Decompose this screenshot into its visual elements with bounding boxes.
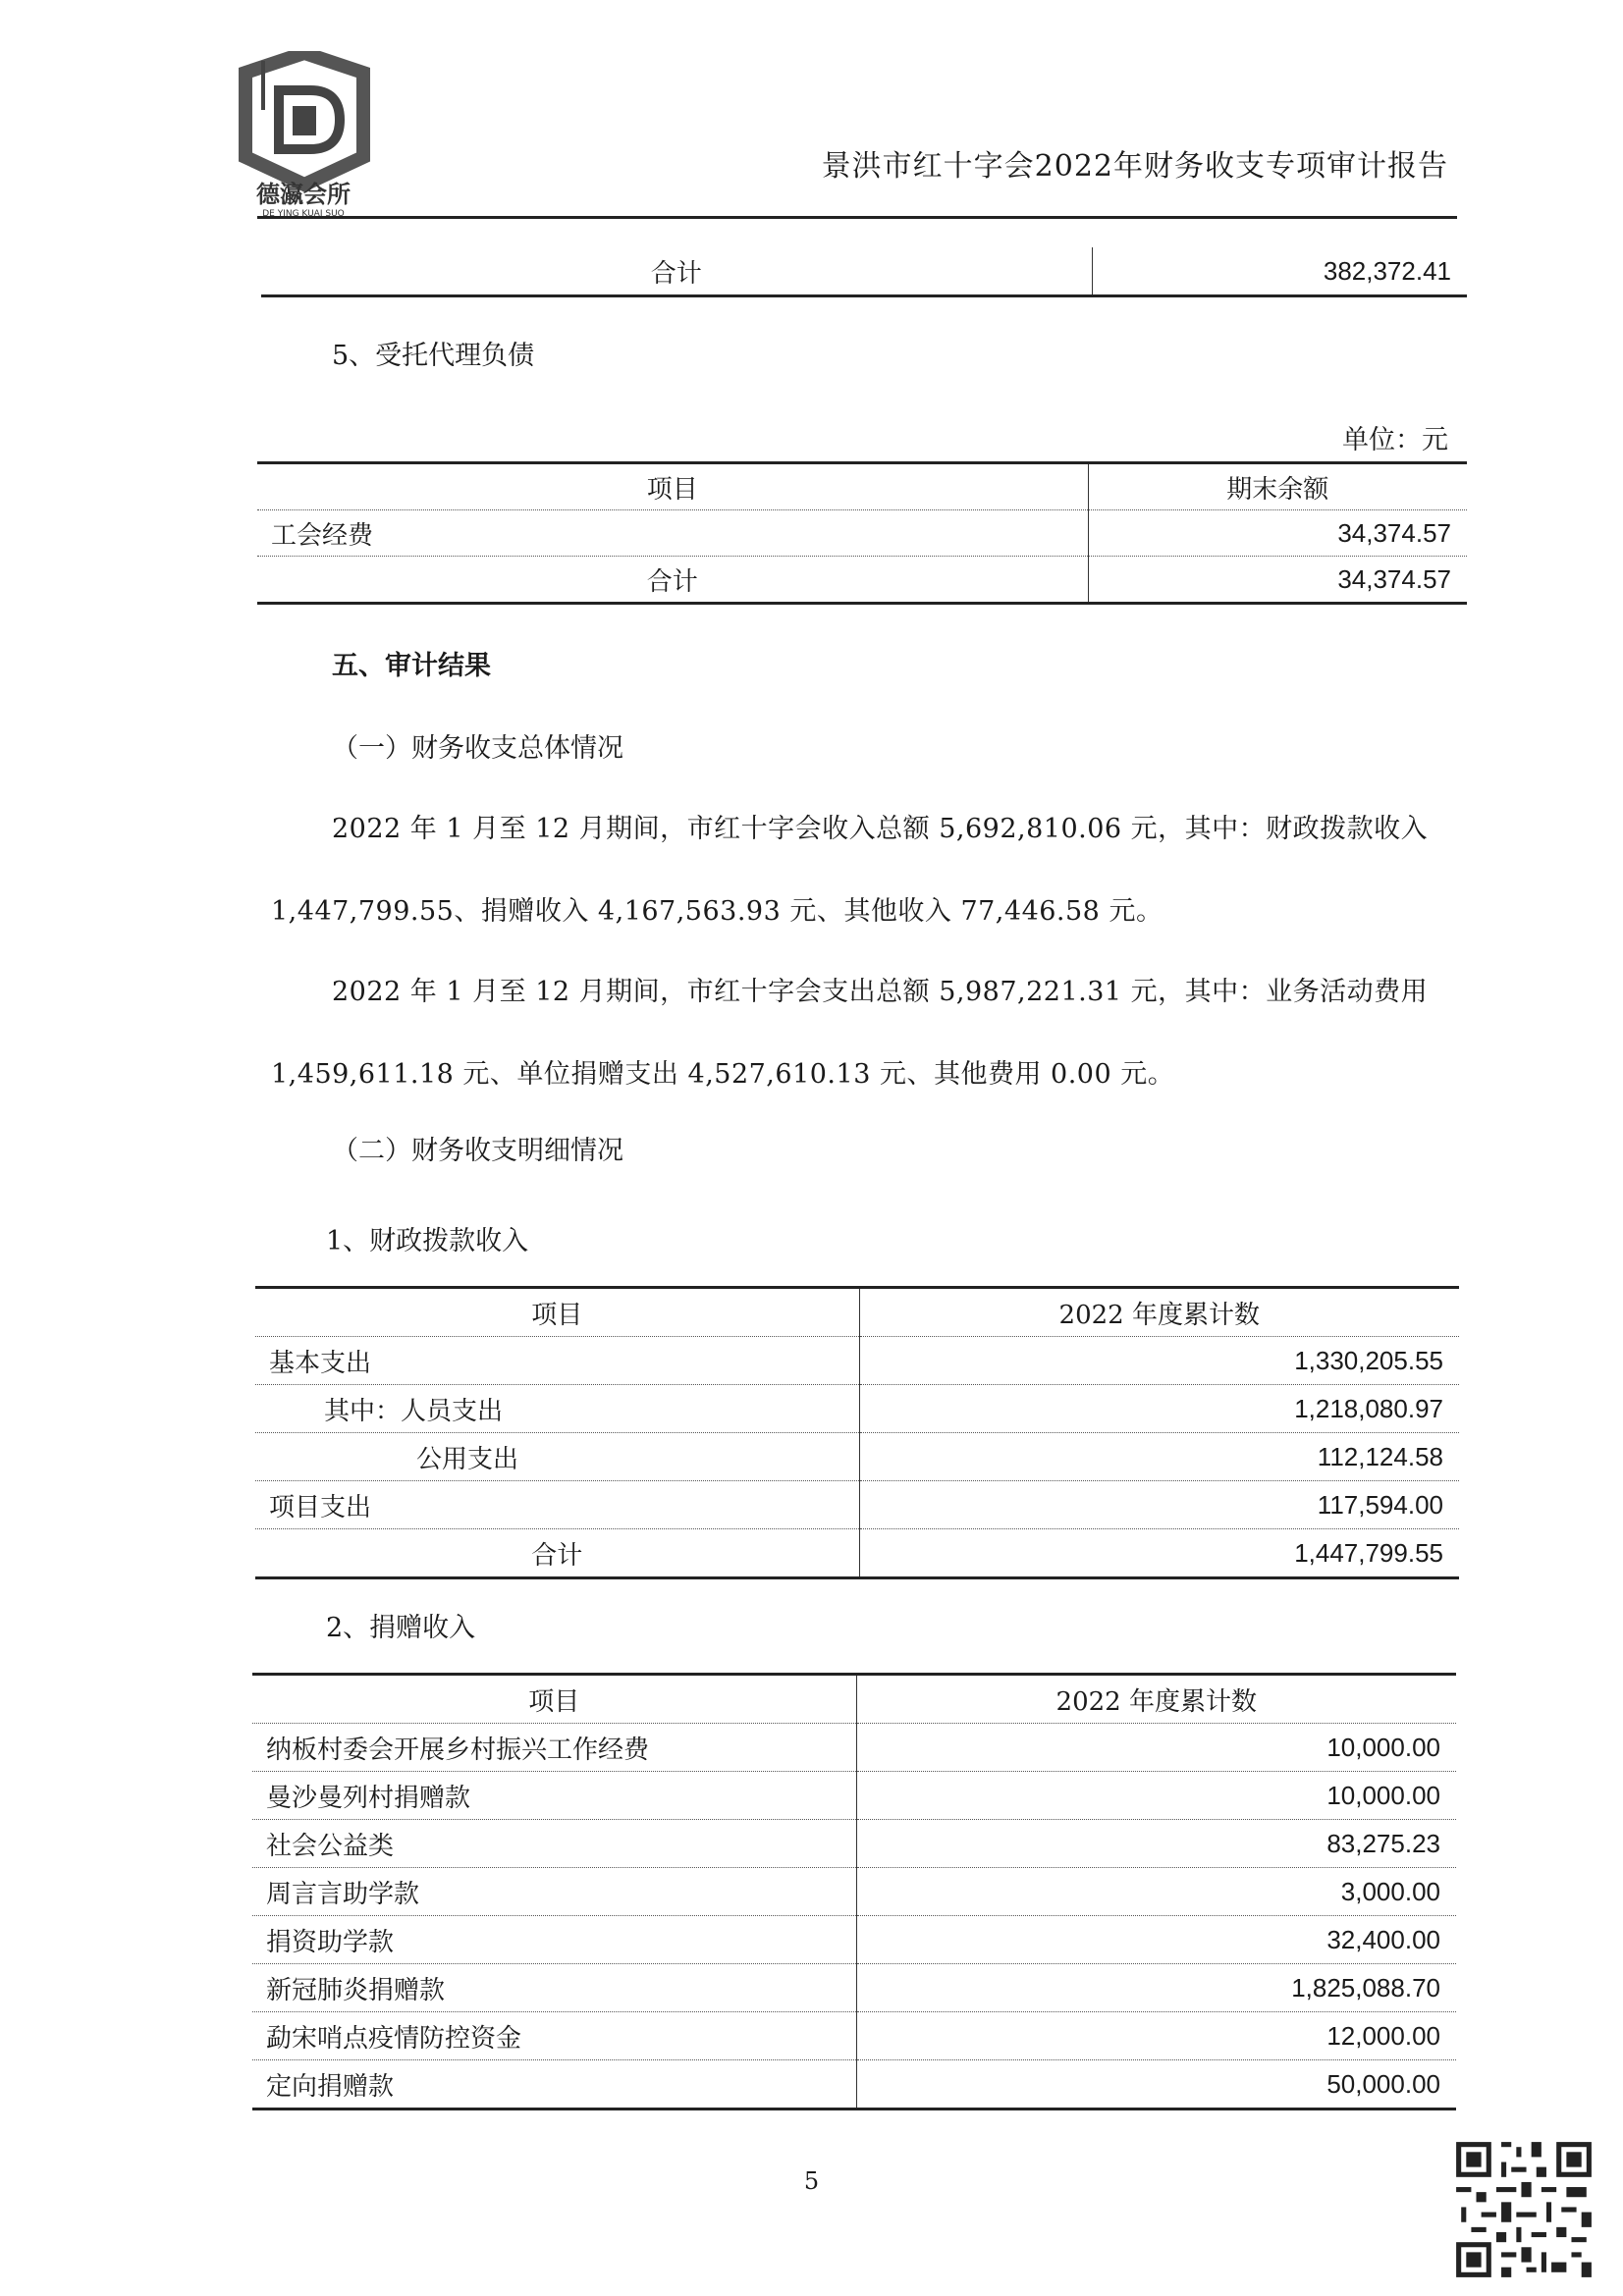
subheading-details: （二）财务收支明细情况 [332, 1136, 623, 1166]
row-value: 12,000.00 [856, 2012, 1456, 2060]
row-value: 83,275.23 [856, 1820, 1456, 1868]
row-value: 32,400.00 [856, 1916, 1456, 1964]
row-item: 定向捐赠款 [252, 2060, 856, 2109]
row-value: 10,000.00 [856, 1724, 1456, 1772]
firm-logo [234, 51, 373, 218]
fiscal-income-table [255, 1286, 1459, 1579]
row-value: 112,124.58 [859, 1433, 1459, 1481]
table-row [252, 1916, 1456, 1964]
table-row [252, 2012, 1456, 2060]
report-title: 景洪市红十字会2022年财务收支专项审计报告 [821, 149, 1448, 184]
row-value: 34,374.57 [1088, 510, 1467, 557]
row-value: 10,000.00 [856, 1772, 1456, 1820]
row-item: 新冠肺炎捐赠款 [252, 1964, 856, 2012]
column-header-item: 项目 [252, 1675, 856, 1724]
row-item: 周言言助学款 [252, 1868, 856, 1916]
row-item: 纳板村委会开展乡村振兴工作经费 [252, 1724, 856, 1772]
table-header-row [255, 1288, 1459, 1337]
table-row [252, 1868, 1456, 1916]
row-value: 1,218,080.97 [859, 1385, 1459, 1433]
table-header-row [252, 1675, 1456, 1724]
row-value: 50,000.00 [856, 2060, 1456, 2109]
row-item: 曼沙曼列村捐赠款 [252, 1772, 856, 1820]
unit-label: 单位：元 [1342, 425, 1448, 455]
paragraph-income-line1: 2022 年 1 月至 12 月期间，市红十字会收入总额 5,692,810.06 元，其中：财政拨款收入 [332, 814, 1429, 844]
table-row-total [261, 247, 1467, 296]
row-item: 社会公益类 [252, 1820, 856, 1868]
column-header-item: 项目 [257, 463, 1088, 510]
row-item: 勐宋哨点疫情防控资金 [252, 2012, 856, 2060]
table-row-total [257, 557, 1467, 604]
table-row [255, 1433, 1459, 1481]
row-item: 公用支出 [255, 1433, 859, 1481]
table-row [255, 1337, 1459, 1385]
row-value: 117,594.00 [859, 1481, 1459, 1529]
donation-income-table [252, 1673, 1456, 2110]
total-label: 合计 [255, 1529, 859, 1578]
row-value: 1,825,088.70 [856, 1964, 1456, 2012]
total-label: 合计 [261, 247, 1092, 296]
table-row [252, 1724, 1456, 1772]
table-row [252, 2060, 1456, 2109]
trust-liability-table [257, 461, 1467, 605]
table-row-total [255, 1529, 1459, 1578]
section-heading-trust: 5、受托代理负债 [332, 341, 535, 371]
row-item: 工会经费 [257, 510, 1088, 557]
row-value: 3,000.00 [856, 1868, 1456, 1916]
table-row [252, 1964, 1456, 2012]
paragraph-income-line2: 1,447,799.55、捐赠收入 4,167,563.93 元、其他收入 77,446.58 元。 [271, 896, 1163, 927]
column-header-amount: 2022 年度累计数 [856, 1675, 1456, 1724]
row-item: 其中：人员支出 [255, 1385, 859, 1433]
total-value: 382,372.41 [1092, 247, 1467, 296]
qr-code-icon [1451, 2137, 1596, 2282]
svg-text:DE YING KUAI SUO: DE YING KUAI SUO [262, 209, 345, 218]
row-item: 基本支出 [255, 1337, 859, 1385]
paragraph-expense-line1: 2022 年 1 月至 12 月期间，市红十字会支出总额 5,987,221.31 元，其中：业务活动费用 [332, 977, 1429, 1007]
row-item: 项目支出 [255, 1481, 859, 1529]
column-header-item: 项目 [255, 1288, 859, 1337]
table-row [257, 510, 1467, 557]
svg-text:德瀛会所: 德瀛会所 [256, 181, 351, 208]
section-heading-donation: 2、捐赠收入 [326, 1613, 476, 1643]
table-row [252, 1820, 1456, 1868]
row-value: 1,330,205.55 [859, 1337, 1459, 1385]
total-label: 合计 [257, 557, 1088, 604]
section-heading-audit-results: 五、审计结果 [332, 651, 491, 681]
table-header-row [257, 463, 1467, 510]
table-row [255, 1481, 1459, 1529]
section-heading-fiscal: 1、财政拨款收入 [326, 1226, 529, 1256]
previous-table-total [261, 247, 1467, 297]
paragraph-expense-line2: 1,459,611.18 元、单位捐赠支出 4,527,610.13 元、其他费用 0.00 元。 [271, 1059, 1175, 1090]
total-value: 34,374.57 [1088, 557, 1467, 604]
total-value: 1,447,799.55 [859, 1529, 1459, 1578]
row-item: 捐资助学款 [252, 1916, 856, 1964]
table-row [255, 1385, 1459, 1433]
subheading-overall: （一）财务收支总体情况 [332, 733, 623, 764]
table-row [252, 1772, 1456, 1820]
header-divider [257, 216, 1457, 219]
page-number: 5 [803, 2167, 820, 2195]
column-header-amount: 2022 年度累计数 [859, 1288, 1459, 1337]
column-header-balance: 期末余额 [1088, 463, 1467, 510]
